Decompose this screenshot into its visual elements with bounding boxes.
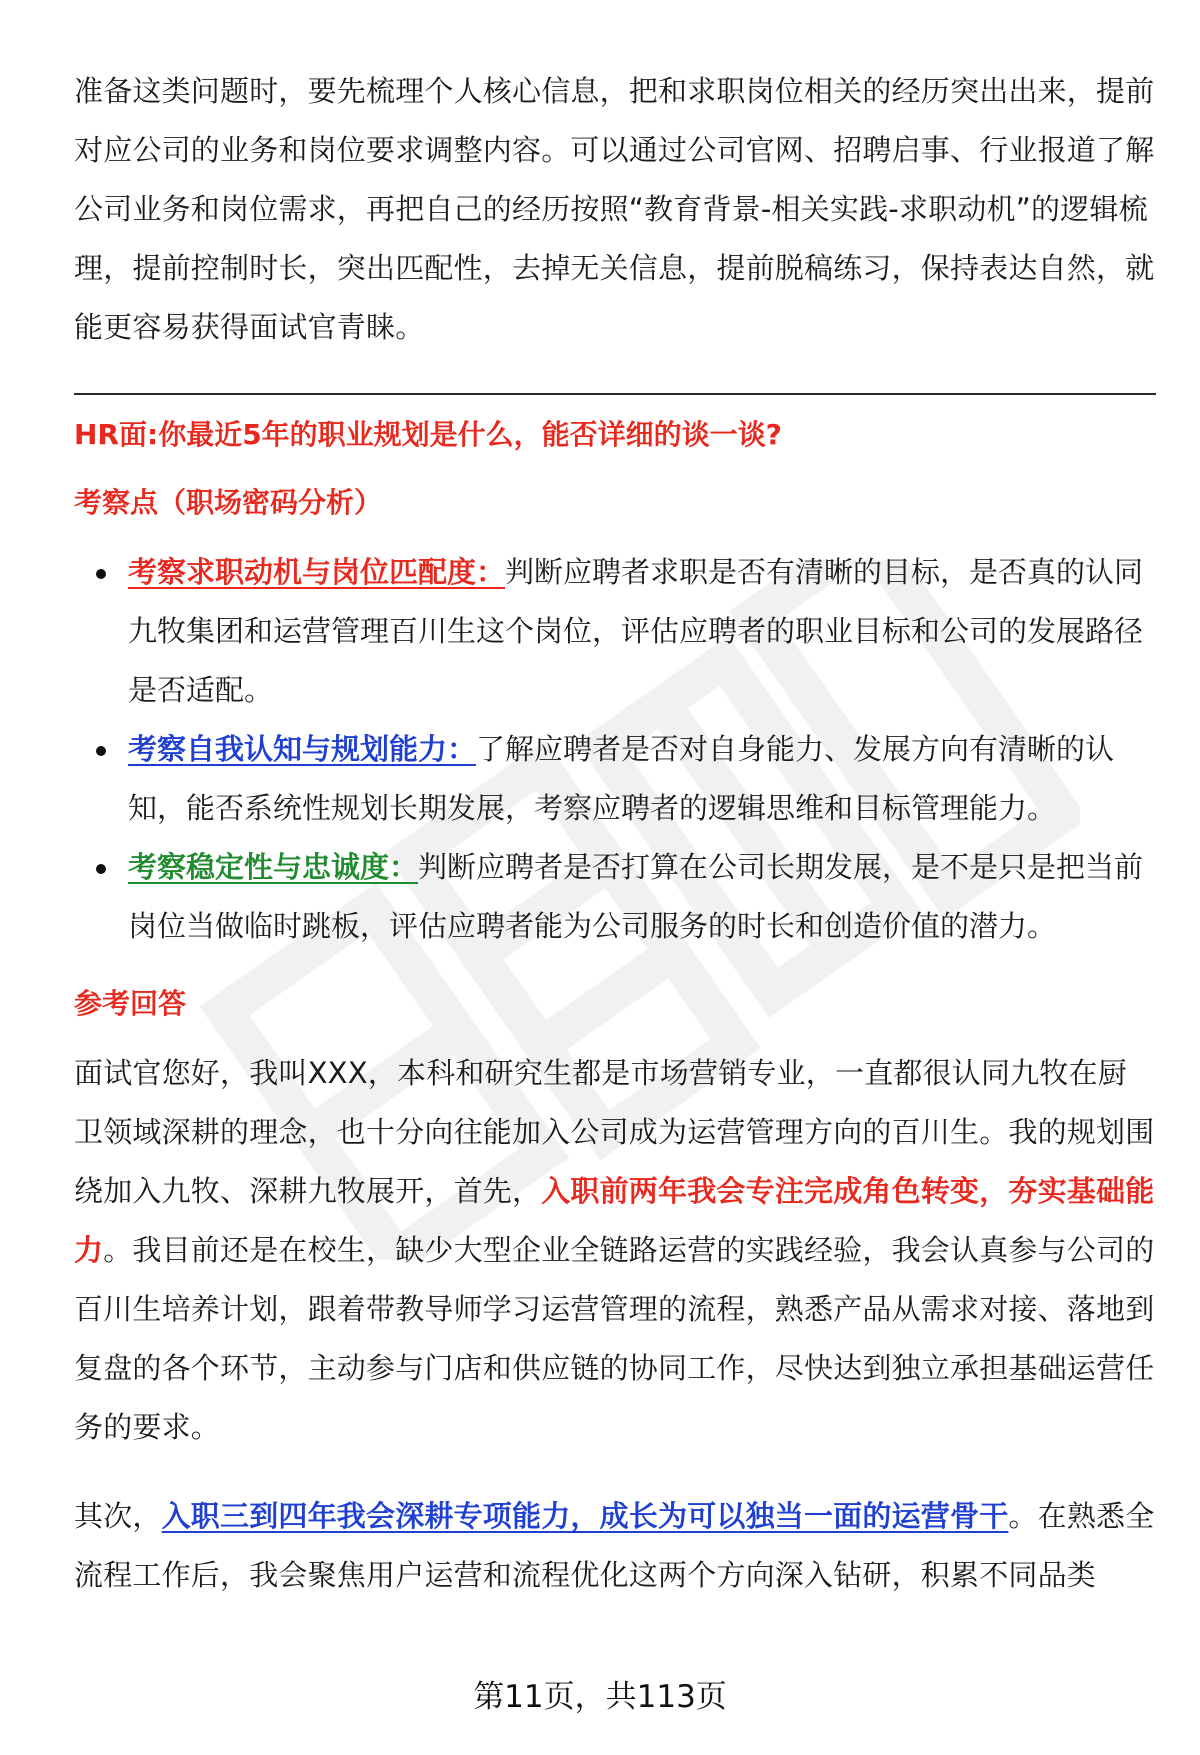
analysis-point-text: 判断应聘者求职是否有清晰的目标，是否真的认同九牧集团和运营管理百川生这个岗位，评估应聘者的职业目标和公司的发展路径是否适配。: [128, 555, 1144, 707]
bullet-icon: [96, 569, 106, 579]
answer-highlight: 入职三到四年我会深耕专项能力，成长为可以独当一面的运营骨干: [161, 1499, 1009, 1533]
document-page: [74, 62, 1156, 1605]
analysis-point-keyword: 考察自我认知与规划能力：: [128, 732, 477, 766]
answer-text: 。我目前还是在校生，缺少大型企业全链路运营的实践经验，我会认真参与公司的百川生培养计划，跟着带教导师学习运营管理的流程，熟悉产品从需求对接、落地到复盘的各个环节，主动参与门店和供应链的协同工作，尽快达到独立承担基础运营任务的要求。: [74, 1233, 1155, 1444]
answer-highlight: 入职前两年我会专注完成角色转变，夯实基础能力: [74, 1174, 1155, 1267]
answer-text: 面试官您好，我叫XXX，本科和研究生都是市场营销专业，一直都很认同九牧在厨卫领域深耕的理念，也十分向往能加入公司成为运营管理方向的百川生。我的规划围绕加入九牧、深耕九牧展开，首先，: [74, 1056, 1155, 1208]
analysis-point-text: 了解应聘者是否对自身能力、发展方向有清晰的认知，能否系统性规划长期发展，考察应聘者的逻辑思维和目标管理能力。: [128, 732, 1115, 825]
analysis-points-list: [74, 543, 1156, 956]
answer-text: 。在熟悉全流程工作后，我会聚焦用户运营和流程优化这两个方向深入钻研，积累不同品类: [74, 1499, 1155, 1592]
page-number-footer: 第11页，共113页: [473, 1679, 727, 1715]
analysis-point-keyword: 考察稳定性与忠诚度：: [128, 850, 419, 884]
analysis-point: [74, 543, 1156, 720]
intro-paragraph: 准备这类问题时，要先梳理个人核心信息，把和求职岗位相关的经历突出出来，提前对应公司的业务和岗位要求调整内容。可以通过公司官网、招聘启事、行业报道了解公司业务和岗位需求，再把自己的经历按照“教育背景-相关实践-求职动机”的逻辑梳理，提前控制时长，突出匹配性，去掉无关信息，提前脱稿练习，保持表达自然，就能更容易获得面试官青睐。: [74, 74, 1155, 344]
answer-heading: 参考回答: [74, 987, 187, 1020]
answer-paragraph-2: [74, 1487, 1156, 1605]
bullet-icon: [96, 746, 106, 756]
bullet-icon: [96, 864, 106, 874]
answer-text: 其次，: [74, 1499, 162, 1533]
analysis-heading: 考察点（职场密码分析）: [74, 486, 383, 519]
analysis-point-text: 判断应聘者是否打算在公司长期发展，是不是只是把当前岗位当做临时跳板，评估应聘者能为公司服务的时长和创造价值的潜力。: [128, 850, 1144, 943]
section-divider: [74, 393, 1156, 395]
analysis-point-keyword: 考察求职动机与岗位匹配度：: [128, 555, 506, 589]
analysis-point: [74, 720, 1156, 838]
question-title: HR面:你最近5年的职业规划是什么，能否详细的谈一谈?: [74, 418, 782, 451]
analysis-point: [74, 838, 1156, 956]
paragraph-gap: [74, 1457, 1156, 1487]
answer-paragraph-1: [74, 1044, 1156, 1457]
